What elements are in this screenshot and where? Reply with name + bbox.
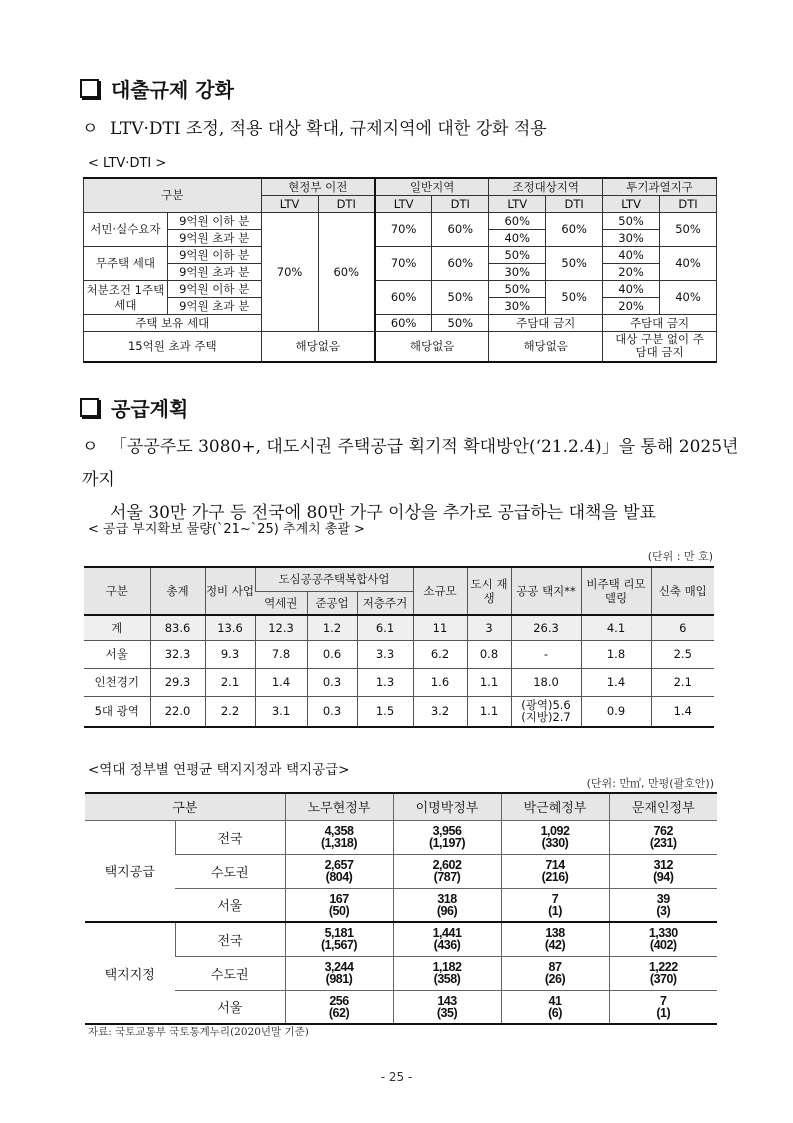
table-row: 수도권 2,657 (804) 2,602 (787) 714 (216) 312 (94) <box>85 854 717 888</box>
table-caption-land: <역대 정부별 연평균 택지지정과 택지공급> <box>88 762 350 778</box>
header-new-purchase: 신축 매입 <box>651 567 714 615</box>
header-ltv: LTV <box>261 196 318 213</box>
spec-ltv: 40% <box>603 281 660 298</box>
sub-le-9: 9억원 이하 분 <box>167 213 261 230</box>
group-label: 택지지정 <box>104 967 155 983</box>
unit-label: (단위 : 만 호) <box>647 550 713 563</box>
prev-na: 해당없음 <box>261 332 375 362</box>
sub-gt-9: 9억원 초과 분 <box>167 230 261 247</box>
header-remodel: 비주택 리모델링 <box>581 567 651 615</box>
table-row: 택지지정 전국 5,181 (1,567) 1,441 (436) 138 (42) 1,330 (402) <box>85 922 717 956</box>
sub-gt-9: 9억원 초과 분 <box>167 298 261 315</box>
prev-dti: 60% <box>318 213 375 332</box>
spec-ltv: 40% <box>603 247 660 264</box>
header-speculative: 투기과열지구 <box>603 178 717 196</box>
adj-ltv: 30% <box>489 264 546 281</box>
header-gubun: 구분 <box>84 567 150 615</box>
adj-dti: 50% <box>546 281 603 315</box>
spec-ltv: 20% <box>603 298 660 315</box>
page-number: - 25 - <box>380 1070 413 1084</box>
header-low-rise: 저층주거 <box>357 591 413 615</box>
header-total: 총계 <box>150 567 205 615</box>
header-dti: DTI <box>432 196 489 213</box>
table-row: 택지공급 전국 4,358 (1,318) 3,956 (1,197) 1,092 (330) 762 (231) <box>85 820 717 854</box>
ltv-dti-table <box>83 177 717 363</box>
table-caption-ltv: < LTV·DTI > <box>88 156 167 171</box>
header-prev-gov: 현정부 이전 <box>261 178 375 196</box>
cat-homeless: 무주택 세대 <box>84 247 168 281</box>
gen-dti: 60% <box>432 247 489 281</box>
checkbox-square-icon <box>80 79 99 98</box>
table-row: 5대 광역 22.0 2.2 3.1 0.3 1.5 3.2 1.1 (광역)5.6 (지방)2.7 0.9 1.4 <box>84 696 714 727</box>
source-note: 자료: 국토교통부 국토통계누리(2020년말 기준) <box>88 1026 309 1038</box>
header-station: 역세권 <box>255 591 307 615</box>
header-semi-industrial: 준공업 <box>307 591 357 615</box>
cat-owned: 주택 보유 세대 <box>84 315 262 332</box>
table-row: 수도권 3,244 (981) 1,182 (358) 87 (26) 1,222 (370) <box>85 956 717 990</box>
bullet-marker: ㅇ <box>82 119 99 139</box>
gen-dti: 50% <box>432 281 489 315</box>
table-row: 계 83.6 13.6 12.3 1.2 6.1 11 3 26.3 4.1 6 <box>84 615 714 640</box>
header-regen: 도시 재생 <box>467 567 511 615</box>
sub-gt-9: 9억원 초과 분 <box>167 264 261 281</box>
adj-dti: 60% <box>546 213 603 247</box>
header-ltv: LTV <box>375 196 432 213</box>
spec-dti: 40% <box>660 281 717 315</box>
header-dti: DTI <box>318 196 375 213</box>
land-supply-table <box>85 792 717 1025</box>
table-caption-supply: < 공급 부지확보 물량(`21~`25) 추계치 총괄 > <box>88 522 365 537</box>
table-row: 서울 256 (62) 143 (35) 41 (6) 7 (1) <box>85 990 717 1024</box>
gen-ltv: 60% <box>375 315 432 332</box>
header-adjusted: 조정대상지역 <box>489 178 603 196</box>
adj-ltv: 40% <box>489 230 546 247</box>
bullet-supply: ㅇ 「공공주도 3080+, 대도시권 주택공급 획기적 확대방안(‘21.2.4)」을 통해 2025년까지 서울 30만 가구 등 전국에 80만 가구 이상을 추가로 공급하는 대책을 발표 <box>82 431 742 530</box>
bullet-loan: ㅇ LTV·DTI 조정, 적용 대상 확대, 규제지역에 대한 강화 적용 <box>82 113 547 146</box>
adj-owned: 주담대 금지 <box>489 315 603 332</box>
spec-ltv: 20% <box>603 264 660 281</box>
gen-ltv: 60% <box>375 281 432 315</box>
header-ltv: LTV <box>489 196 546 213</box>
spec-ltv: 50% <box>603 213 660 230</box>
group-label: 택지공급 <box>85 820 175 922</box>
header-public-land: 공공 택지** <box>511 567 581 615</box>
cat-over15: 15억원 초과 주택 <box>84 332 262 362</box>
adj-ltv: 60% <box>489 213 546 230</box>
adj-dti: 50% <box>546 247 603 281</box>
cat-low-income: 서민·실수요자 <box>84 213 168 247</box>
spec-dti: 40% <box>660 247 717 281</box>
header-ltv: LTV <box>603 196 660 213</box>
prev-ltv: 70% <box>261 213 318 332</box>
checkbox-square-icon <box>80 398 99 417</box>
section-title-loan: 대출규제 강화 <box>80 74 234 103</box>
spec-over15: 대상 구분 없이 주담대 금지 <box>603 332 717 362</box>
gen-dti: 60% <box>432 213 489 247</box>
gen-ltv: 70% <box>375 213 432 247</box>
spec-dti: 50% <box>660 213 717 247</box>
header-dti: DTI <box>660 196 717 213</box>
adj-ltv: 30% <box>489 298 546 315</box>
section-title-supply: 공급계획 <box>80 393 188 422</box>
header-redevelop: 정비 사업 <box>205 567 255 615</box>
header-general: 일반지역 <box>375 178 489 196</box>
adj-ltv: 50% <box>489 247 546 264</box>
sub-le-9: 9억원 이하 분 <box>167 247 261 264</box>
supply-table <box>84 566 714 728</box>
cat-one-home: 처분조건 1주택 세대 <box>84 281 168 315</box>
gen-na: 해당없음 <box>375 332 489 362</box>
header-small: 소규모 <box>413 567 467 615</box>
gen-ltv: 70% <box>375 247 432 281</box>
gen-dti: 50% <box>432 315 489 332</box>
adj-ltv: 50% <box>489 281 546 298</box>
unit-label: (단위: 만㎡, 만평(괄호안)) <box>586 777 714 790</box>
spec-owned: 주담대 금지 <box>603 315 717 332</box>
header-urban-complex: 도심공공주택복합사업 <box>255 567 413 591</box>
spec-ltv: 30% <box>603 230 660 247</box>
table-row: 인천경기 29.3 2.1 1.4 0.3 1.3 1.6 1.1 18.0 1.4 2.1 <box>84 668 714 696</box>
adj-na: 해당없음 <box>489 332 603 362</box>
bullet-marker: ㅇ <box>82 437 99 457</box>
header-dti: DTI <box>546 196 603 213</box>
header-gubun: 구분 <box>84 178 262 213</box>
sub-le-9: 9억원 이하 분 <box>167 281 261 298</box>
table-row: 서울 167 (50) 318 (96) 7 (1) 39 (3) <box>85 888 717 922</box>
table-header-row: 구분 노무현정부 이명박정부 박근혜정부 문재인정부 <box>85 793 717 820</box>
table-row: 서울 32.3 9.3 7.8 0.6 3.3 6.2 0.8 - 1.8 2.5 <box>84 640 714 668</box>
